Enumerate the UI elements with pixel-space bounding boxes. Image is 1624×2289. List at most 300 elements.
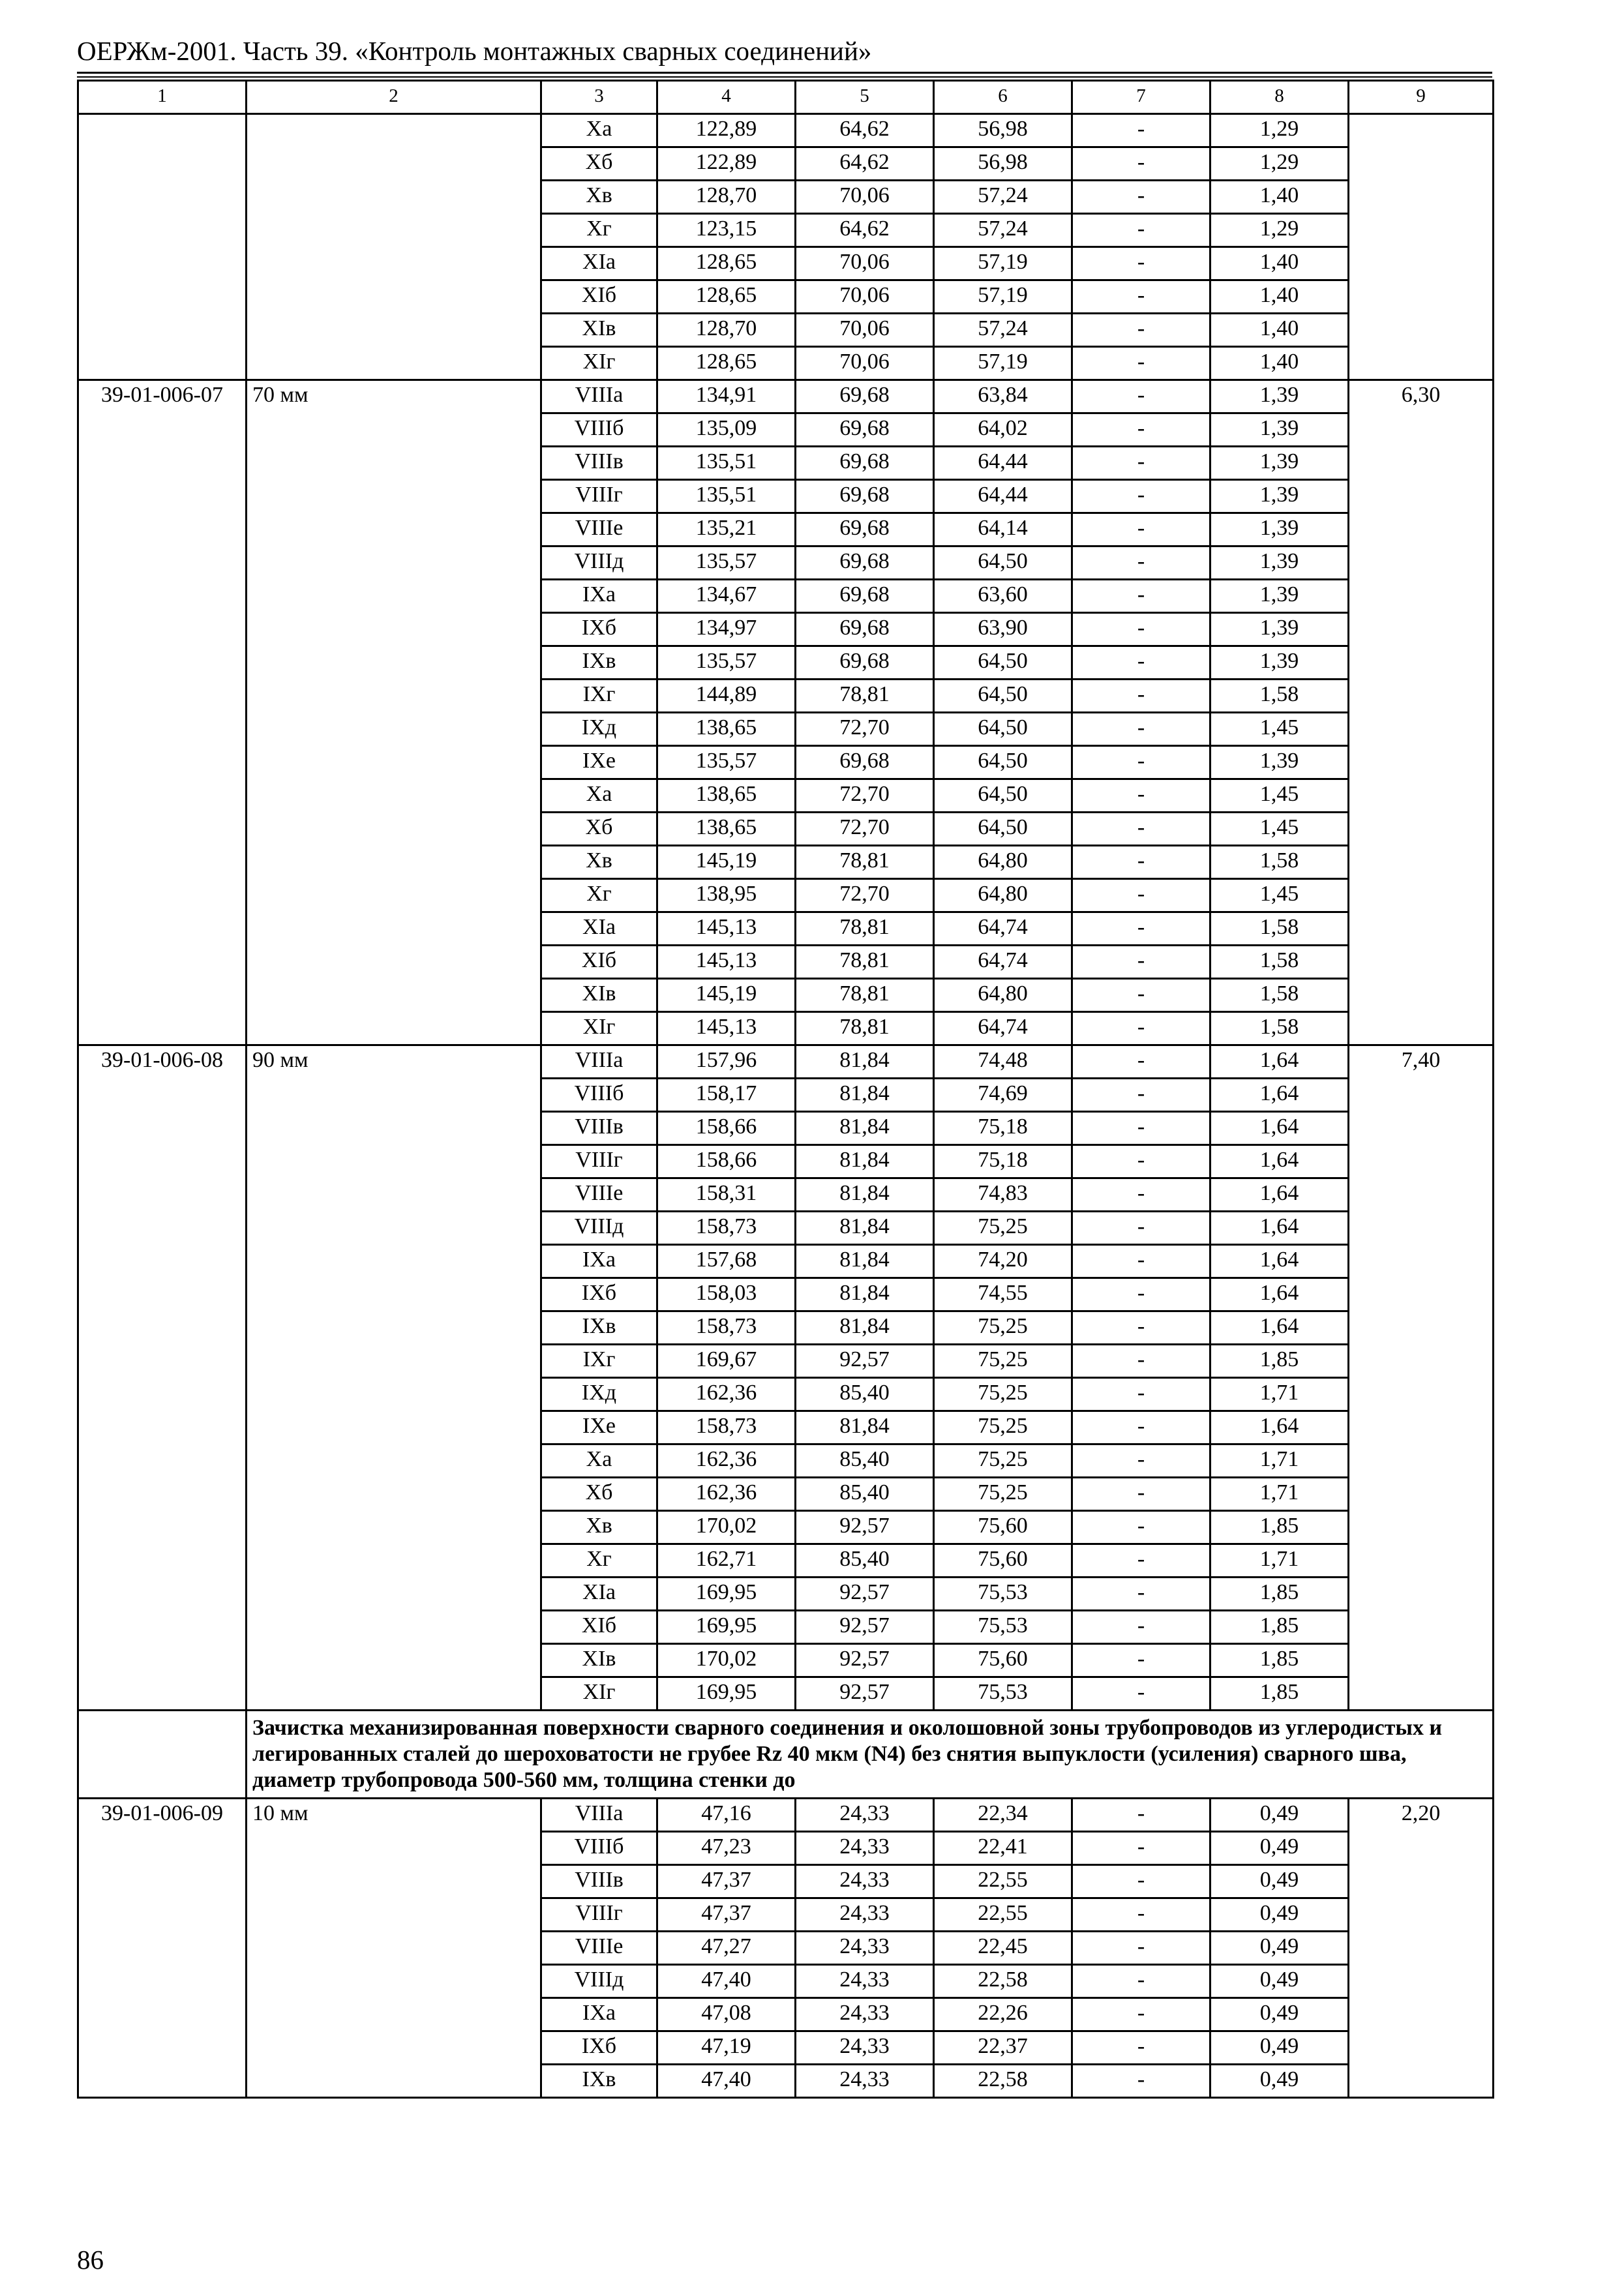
section-code: VIIIб bbox=[541, 1079, 657, 1112]
page-header-title: ОЕРЖм-2001. Часть 39. «Контроль монтажных сварных соединений» bbox=[77, 36, 872, 66]
cost-wages: 81,84 bbox=[796, 1079, 934, 1112]
cost-total: 162,36 bbox=[657, 1378, 796, 1411]
cost-total: 138,95 bbox=[657, 879, 796, 912]
cost-machinist-wages: - bbox=[1072, 1799, 1210, 1832]
cost-machinist-wages: - bbox=[1072, 1832, 1210, 1865]
cost-total: 145,13 bbox=[657, 1012, 796, 1045]
section-code: ХIв bbox=[541, 979, 657, 1012]
cost-machinist-wages: - bbox=[1072, 1411, 1210, 1444]
cost-total: 47,37 bbox=[657, 1898, 796, 1932]
cost-machines: 22,26 bbox=[934, 1998, 1072, 2031]
section-code: VIIIг bbox=[541, 480, 657, 513]
cost-total: 158,66 bbox=[657, 1145, 796, 1178]
cost-materials: 1,85 bbox=[1210, 1677, 1349, 1711]
cost-machines: 63,84 bbox=[934, 380, 1072, 413]
cost-machines: 64,50 bbox=[934, 546, 1072, 580]
labor-cost: 7,40 bbox=[1349, 1045, 1494, 1711]
cost-machines: 64,80 bbox=[934, 879, 1072, 912]
cost-total: 158,31 bbox=[657, 1178, 796, 1212]
section-code: VIIIе bbox=[541, 513, 657, 546]
cost-total: 145,19 bbox=[657, 979, 796, 1012]
cost-machinist-wages: - bbox=[1072, 214, 1210, 247]
cost-wages: 64,62 bbox=[796, 147, 934, 181]
cost-machines: 22,37 bbox=[934, 2031, 1072, 2065]
cost-total: 135,57 bbox=[657, 646, 796, 680]
section-code: IХа bbox=[541, 1998, 657, 2031]
cost-wages: 70,06 bbox=[796, 314, 934, 347]
section-code: IХв bbox=[541, 646, 657, 680]
section-code: ХIв bbox=[541, 1644, 657, 1677]
cost-machines: 75,60 bbox=[934, 1644, 1072, 1677]
cost-machines: 63,90 bbox=[934, 613, 1072, 646]
cost-wages: 69,68 bbox=[796, 746, 934, 779]
cost-total: 138,65 bbox=[657, 779, 796, 813]
cost-machines: 74,48 bbox=[934, 1045, 1072, 1079]
cost-total: 134,91 bbox=[657, 380, 796, 413]
section-code: IХд bbox=[541, 713, 657, 746]
cost-materials: 1,71 bbox=[1210, 1378, 1349, 1411]
cost-machinist-wages: - bbox=[1072, 347, 1210, 380]
cost-wages: 81,84 bbox=[796, 1278, 934, 1311]
cost-materials: 1,58 bbox=[1210, 846, 1349, 879]
rates-table bbox=[77, 80, 1494, 2099]
section-code: IХг bbox=[541, 1345, 657, 1378]
cost-materials: 0,49 bbox=[1210, 1998, 1349, 2031]
section-code: Хв bbox=[541, 846, 657, 879]
cost-machines: 75,18 bbox=[934, 1145, 1072, 1178]
section-code: VIIIд bbox=[541, 546, 657, 580]
section-code: IХе bbox=[541, 746, 657, 779]
cost-wages: 69,68 bbox=[796, 413, 934, 447]
cost-machinist-wages: - bbox=[1072, 1212, 1210, 1245]
cost-machinist-wages: - bbox=[1072, 1865, 1210, 1898]
section-code: IХб bbox=[541, 613, 657, 646]
cost-total: 135,51 bbox=[657, 447, 796, 480]
cost-materials: 1,29 bbox=[1210, 214, 1349, 247]
section-code: VIIIа bbox=[541, 1799, 657, 1832]
rate-code: 39-01-006-07 bbox=[78, 380, 247, 1045]
cost-wages: 78,81 bbox=[796, 680, 934, 713]
cost-total: 158,66 bbox=[657, 1112, 796, 1145]
cost-total: 128,65 bbox=[657, 347, 796, 380]
cost-total: 128,65 bbox=[657, 247, 796, 280]
cost-machines: 64,50 bbox=[934, 680, 1072, 713]
cost-total: 169,95 bbox=[657, 1611, 796, 1644]
cost-total: 158,17 bbox=[657, 1079, 796, 1112]
cost-wages: 69,68 bbox=[796, 546, 934, 580]
cost-materials: 1,64 bbox=[1210, 1145, 1349, 1178]
cost-machines: 64,14 bbox=[934, 513, 1072, 546]
section-code: ХIг bbox=[541, 1677, 657, 1711]
cost-materials: 1,39 bbox=[1210, 746, 1349, 779]
cost-wages: 24,33 bbox=[796, 1865, 934, 1898]
cost-total: 47,19 bbox=[657, 2031, 796, 2065]
column-number: 5 bbox=[796, 81, 934, 114]
section-code: VIIIе bbox=[541, 1932, 657, 1965]
section-code: ХIа bbox=[541, 1578, 657, 1611]
section-code: Хб bbox=[541, 813, 657, 846]
cost-materials: 1,40 bbox=[1210, 247, 1349, 280]
cost-total: 135,21 bbox=[657, 513, 796, 546]
cost-materials: 1,40 bbox=[1210, 280, 1349, 314]
cost-machines: 64,44 bbox=[934, 480, 1072, 513]
cost-machines: 75,18 bbox=[934, 1112, 1072, 1145]
cost-total: 122,89 bbox=[657, 114, 796, 147]
cost-machines: 22,58 bbox=[934, 1965, 1072, 1998]
column-number: 8 bbox=[1210, 81, 1349, 114]
cost-wages: 24,33 bbox=[796, 1898, 934, 1932]
cost-wages: 85,40 bbox=[796, 1444, 934, 1478]
cost-machines: 64,50 bbox=[934, 646, 1072, 680]
cost-materials: 1,58 bbox=[1210, 680, 1349, 713]
cost-total: 158,73 bbox=[657, 1411, 796, 1444]
cost-wages: 78,81 bbox=[796, 912, 934, 946]
cost-wages: 92,57 bbox=[796, 1644, 934, 1677]
cost-wages: 81,84 bbox=[796, 1212, 934, 1245]
cost-wages: 85,40 bbox=[796, 1478, 934, 1511]
cost-machines: 75,25 bbox=[934, 1378, 1072, 1411]
cost-machines: 75,25 bbox=[934, 1345, 1072, 1378]
section-code: IХб bbox=[541, 1278, 657, 1311]
cost-wages: 70,06 bbox=[796, 280, 934, 314]
cost-total: 47,27 bbox=[657, 1932, 796, 1965]
column-number: 1 bbox=[78, 81, 247, 114]
cost-total: 158,73 bbox=[657, 1212, 796, 1245]
cost-machinist-wages: - bbox=[1072, 1045, 1210, 1079]
cost-materials: 0,49 bbox=[1210, 1898, 1349, 1932]
cost-machinist-wages: - bbox=[1072, 713, 1210, 746]
cost-total: 170,02 bbox=[657, 1511, 796, 1544]
cost-wages: 92,57 bbox=[796, 1345, 934, 1378]
cost-machines: 75,53 bbox=[934, 1578, 1072, 1611]
cost-machinist-wages: - bbox=[1072, 1998, 1210, 2031]
cost-machinist-wages: - bbox=[1072, 1644, 1210, 1677]
cost-machinist-wages: - bbox=[1072, 1311, 1210, 1345]
cost-machinist-wages: - bbox=[1072, 646, 1210, 680]
cost-materials: 1,64 bbox=[1210, 1045, 1349, 1079]
cost-materials: 1,45 bbox=[1210, 879, 1349, 912]
section-code: Ха bbox=[541, 114, 657, 147]
cost-wages: 69,68 bbox=[796, 646, 934, 680]
cost-machinist-wages: - bbox=[1072, 114, 1210, 147]
labor-cost: 6,30 bbox=[1349, 380, 1494, 1045]
cost-total: 122,89 bbox=[657, 147, 796, 181]
cost-wages: 72,70 bbox=[796, 779, 934, 813]
cost-wages: 64,62 bbox=[796, 214, 934, 247]
cost-materials: 1,71 bbox=[1210, 1478, 1349, 1511]
cost-materials: 1,64 bbox=[1210, 1079, 1349, 1112]
cost-total: 170,02 bbox=[657, 1644, 796, 1677]
cost-wages: 72,70 bbox=[796, 813, 934, 846]
cost-machinist-wages: - bbox=[1072, 247, 1210, 280]
cost-wages: 85,40 bbox=[796, 1378, 934, 1411]
cost-wages: 81,84 bbox=[796, 1411, 934, 1444]
cost-machines: 74,55 bbox=[934, 1278, 1072, 1311]
cost-materials: 1,64 bbox=[1210, 1411, 1349, 1444]
cost-total: 135,09 bbox=[657, 413, 796, 447]
cost-machines: 74,83 bbox=[934, 1178, 1072, 1212]
cost-machines: 64,50 bbox=[934, 813, 1072, 846]
cost-total: 128,65 bbox=[657, 280, 796, 314]
cost-materials: 1,39 bbox=[1210, 380, 1349, 413]
cost-wages: 78,81 bbox=[796, 1012, 934, 1045]
cost-materials: 1,71 bbox=[1210, 1444, 1349, 1478]
cost-materials: 1,39 bbox=[1210, 580, 1349, 613]
cost-materials: 1,39 bbox=[1210, 447, 1349, 480]
cost-total: 145,13 bbox=[657, 946, 796, 979]
section-code: IХв bbox=[541, 2065, 657, 2098]
section-code: VIIIд bbox=[541, 1965, 657, 1998]
cost-machinist-wages: - bbox=[1072, 147, 1210, 181]
cost-machines: 57,19 bbox=[934, 280, 1072, 314]
wall-thickness: 10 мм bbox=[247, 1799, 541, 2098]
cost-machines: 56,98 bbox=[934, 147, 1072, 181]
cost-machinist-wages: - bbox=[1072, 613, 1210, 646]
cost-machinist-wages: - bbox=[1072, 1965, 1210, 1998]
cost-machines: 64,50 bbox=[934, 713, 1072, 746]
section-code: ХIб bbox=[541, 280, 657, 314]
rate-code: 39-01-006-09 bbox=[78, 1799, 247, 2098]
section-code: VIIIе bbox=[541, 1178, 657, 1212]
cost-total: 145,13 bbox=[657, 912, 796, 946]
cost-machinist-wages: - bbox=[1072, 447, 1210, 480]
cost-total: 157,68 bbox=[657, 1245, 796, 1278]
cost-materials: 1,64 bbox=[1210, 1311, 1349, 1345]
cost-machinist-wages: - bbox=[1072, 1079, 1210, 1112]
cost-wages: 78,81 bbox=[796, 979, 934, 1012]
cost-materials: 1,85 bbox=[1210, 1644, 1349, 1677]
section-code: VIIIа bbox=[541, 1045, 657, 1079]
cost-machines: 22,45 bbox=[934, 1932, 1072, 1965]
cost-machines: 75,53 bbox=[934, 1677, 1072, 1711]
cost-machinist-wages: - bbox=[1072, 1511, 1210, 1544]
cost-total: 47,23 bbox=[657, 1832, 796, 1865]
cost-total: 162,71 bbox=[657, 1544, 796, 1578]
cost-wages: 69,68 bbox=[796, 480, 934, 513]
cost-wages: 70,06 bbox=[796, 181, 934, 214]
cost-wages: 69,68 bbox=[796, 613, 934, 646]
cost-wages: 69,68 bbox=[796, 580, 934, 613]
cost-total: 162,36 bbox=[657, 1478, 796, 1511]
cost-machinist-wages: - bbox=[1072, 2031, 1210, 2065]
cost-wages: 24,33 bbox=[796, 1965, 934, 1998]
section-heading-row bbox=[78, 1711, 1494, 1799]
table-row bbox=[78, 114, 1494, 147]
cost-machines: 75,60 bbox=[934, 1544, 1072, 1578]
cost-machines: 64,44 bbox=[934, 447, 1072, 480]
section-code: IХб bbox=[541, 2031, 657, 2065]
section-code: Хг bbox=[541, 1544, 657, 1578]
section-code: IХд bbox=[541, 1378, 657, 1411]
cost-machines: 75,25 bbox=[934, 1311, 1072, 1345]
section-code: ХIб bbox=[541, 1611, 657, 1644]
cost-wages: 64,62 bbox=[796, 114, 934, 147]
cost-machines: 64,80 bbox=[934, 846, 1072, 879]
cost-machinist-wages: - bbox=[1072, 1932, 1210, 1965]
cost-materials: 1,29 bbox=[1210, 147, 1349, 181]
cost-machines: 64,74 bbox=[934, 1012, 1072, 1045]
cost-machinist-wages: - bbox=[1072, 946, 1210, 979]
cost-total: 47,08 bbox=[657, 1998, 796, 2031]
cost-wages: 81,84 bbox=[796, 1245, 934, 1278]
cost-total: 144,89 bbox=[657, 680, 796, 713]
cost-materials: 1,64 bbox=[1210, 1212, 1349, 1245]
cost-total: 169,95 bbox=[657, 1677, 796, 1711]
cost-machines: 74,20 bbox=[934, 1245, 1072, 1278]
cost-total: 47,37 bbox=[657, 1865, 796, 1898]
section-code: ХIа bbox=[541, 912, 657, 946]
cost-total: 47,40 bbox=[657, 1965, 796, 1998]
cost-machinist-wages: - bbox=[1072, 879, 1210, 912]
cost-wages: 81,84 bbox=[796, 1045, 934, 1079]
column-number: 7 bbox=[1072, 81, 1210, 114]
cost-total: 135,57 bbox=[657, 546, 796, 580]
cost-materials: 1,29 bbox=[1210, 114, 1349, 147]
cost-materials: 1,58 bbox=[1210, 912, 1349, 946]
section-code: ХIг bbox=[541, 1012, 657, 1045]
cost-total: 169,67 bbox=[657, 1345, 796, 1378]
cost-wages: 92,57 bbox=[796, 1578, 934, 1611]
cost-wages: 81,84 bbox=[796, 1311, 934, 1345]
section-code: Хг bbox=[541, 214, 657, 247]
page-number: 86 bbox=[77, 2245, 104, 2275]
cost-materials: 1,58 bbox=[1210, 1012, 1349, 1045]
cost-materials: 1,40 bbox=[1210, 181, 1349, 214]
cost-wages: 92,57 bbox=[796, 1511, 934, 1544]
cost-machinist-wages: - bbox=[1072, 1112, 1210, 1145]
cost-machinist-wages: - bbox=[1072, 546, 1210, 580]
section-blank-cell bbox=[78, 1711, 247, 1799]
cost-machinist-wages: - bbox=[1072, 779, 1210, 813]
cost-wages: 78,81 bbox=[796, 846, 934, 879]
section-code: Хб bbox=[541, 1478, 657, 1511]
cost-materials: 1,85 bbox=[1210, 1345, 1349, 1378]
cost-materials: 1,85 bbox=[1210, 1511, 1349, 1544]
cost-wages: 92,57 bbox=[796, 1611, 934, 1644]
cost-total: 128,70 bbox=[657, 181, 796, 214]
cost-wages: 81,84 bbox=[796, 1145, 934, 1178]
section-code: VIIIб bbox=[541, 1832, 657, 1865]
cost-materials: 0,49 bbox=[1210, 1932, 1349, 1965]
section-code: IХе bbox=[541, 1411, 657, 1444]
column-number: 3 bbox=[541, 81, 657, 114]
cost-materials: 0,49 bbox=[1210, 1799, 1349, 1832]
section-code: ХIб bbox=[541, 946, 657, 979]
cost-wages: 72,70 bbox=[796, 879, 934, 912]
cost-machines: 64,50 bbox=[934, 779, 1072, 813]
cost-machines: 64,02 bbox=[934, 413, 1072, 447]
cost-total: 138,65 bbox=[657, 713, 796, 746]
section-code: Ха bbox=[541, 779, 657, 813]
cost-materials: 1,39 bbox=[1210, 513, 1349, 546]
cost-wages: 81,84 bbox=[796, 1112, 934, 1145]
rate-code bbox=[78, 114, 247, 380]
cost-machinist-wages: - bbox=[1072, 280, 1210, 314]
section-code: VIIIв bbox=[541, 1112, 657, 1145]
section-code: ХIв bbox=[541, 314, 657, 347]
rate-code: 39-01-006-08 bbox=[78, 1045, 247, 1711]
column-number: 4 bbox=[657, 81, 796, 114]
cost-machinist-wages: - bbox=[1072, 1444, 1210, 1478]
cost-materials: 1,71 bbox=[1210, 1544, 1349, 1578]
cost-machines: 74,69 bbox=[934, 1079, 1072, 1112]
section-code: Хб bbox=[541, 147, 657, 181]
cost-machinist-wages: - bbox=[1072, 813, 1210, 846]
cost-wages: 24,33 bbox=[796, 2031, 934, 2065]
cost-wages: 78,81 bbox=[796, 946, 934, 979]
cost-total: 158,03 bbox=[657, 1278, 796, 1311]
cost-materials: 1,45 bbox=[1210, 779, 1349, 813]
cost-materials: 0,49 bbox=[1210, 2031, 1349, 2065]
cost-wages: 72,70 bbox=[796, 713, 934, 746]
column-number: 9 bbox=[1349, 81, 1494, 114]
cost-materials: 1,58 bbox=[1210, 979, 1349, 1012]
header-rule-thin bbox=[77, 76, 1492, 78]
cost-materials: 1,85 bbox=[1210, 1611, 1349, 1644]
cost-wages: 69,68 bbox=[796, 513, 934, 546]
cost-machines: 57,19 bbox=[934, 347, 1072, 380]
cost-total: 134,67 bbox=[657, 580, 796, 613]
section-code: ХIа bbox=[541, 247, 657, 280]
cost-wages: 70,06 bbox=[796, 347, 934, 380]
wall-thickness: 90 мм bbox=[247, 1045, 541, 1711]
cost-machinist-wages: - bbox=[1072, 1478, 1210, 1511]
cost-machines: 75,25 bbox=[934, 1478, 1072, 1511]
cost-machines: 64,74 bbox=[934, 912, 1072, 946]
header-rule-thick bbox=[77, 72, 1492, 74]
section-code: VIIIд bbox=[541, 1212, 657, 1245]
cost-machinist-wages: - bbox=[1072, 1378, 1210, 1411]
cost-total: 134,97 bbox=[657, 613, 796, 646]
cost-machines: 64,74 bbox=[934, 946, 1072, 979]
cost-wages: 24,33 bbox=[796, 2065, 934, 2098]
cost-machinist-wages: - bbox=[1072, 2065, 1210, 2098]
cost-materials: 1,39 bbox=[1210, 413, 1349, 447]
cost-wages: 85,40 bbox=[796, 1544, 934, 1578]
cost-machines: 75,53 bbox=[934, 1611, 1072, 1644]
cost-materials: 0,49 bbox=[1210, 1865, 1349, 1898]
wall-thickness: 70 мм bbox=[247, 380, 541, 1045]
cost-materials: 1,39 bbox=[1210, 480, 1349, 513]
cost-machines: 22,41 bbox=[934, 1832, 1072, 1865]
cost-machinist-wages: - bbox=[1072, 1145, 1210, 1178]
cost-wages: 92,57 bbox=[796, 1677, 934, 1711]
column-number: 2 bbox=[247, 81, 541, 114]
section-code: IХа bbox=[541, 1245, 657, 1278]
cost-total: 135,57 bbox=[657, 746, 796, 779]
cost-machinist-wages: - bbox=[1072, 1178, 1210, 1212]
section-code: VIIIв bbox=[541, 447, 657, 480]
cost-total: 169,95 bbox=[657, 1578, 796, 1611]
section-code: Ха bbox=[541, 1444, 657, 1478]
cost-total: 157,96 bbox=[657, 1045, 796, 1079]
cost-machinist-wages: - bbox=[1072, 1278, 1210, 1311]
section-code: ХIг bbox=[541, 347, 657, 380]
cost-materials: 1,64 bbox=[1210, 1178, 1349, 1212]
cost-machines: 56,98 bbox=[934, 114, 1072, 147]
section-code: Хг bbox=[541, 879, 657, 912]
cost-machinist-wages: - bbox=[1072, 513, 1210, 546]
cost-machines: 75,25 bbox=[934, 1411, 1072, 1444]
table-row bbox=[78, 1045, 1494, 1079]
column-number: 6 bbox=[934, 81, 1072, 114]
section-heading: Зачистка механизированная поверхности сварного соединения и околошовной зоны трубопроводов из углеродистых и легированных сталей до шероховатости не грубее Rz 40 мкм (N4) без снятия выпуклости (усиления) сварного шва, диаметр трубопровода 500-560 мм, толщина стенки до bbox=[247, 1711, 1494, 1799]
section-code: IХа bbox=[541, 580, 657, 613]
section-code: VIIIг bbox=[541, 1145, 657, 1178]
cost-materials: 1,39 bbox=[1210, 546, 1349, 580]
cost-machines: 22,55 bbox=[934, 1898, 1072, 1932]
cost-machinist-wages: - bbox=[1072, 413, 1210, 447]
